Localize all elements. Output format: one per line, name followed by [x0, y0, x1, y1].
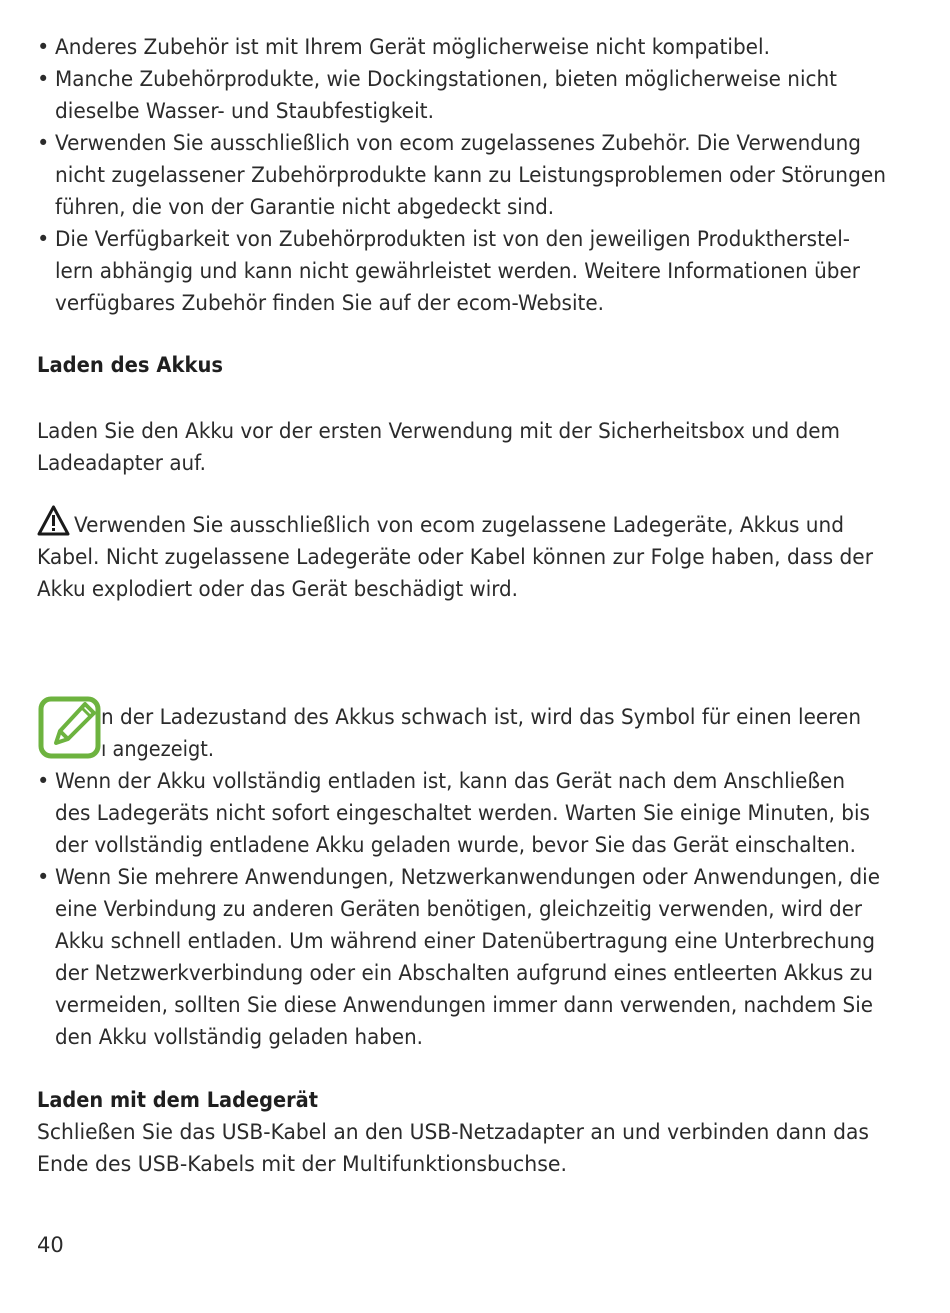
bullet-marker: • [37, 769, 50, 793]
bottom-bullet-2-line-2: eine Verbindung zu anderen Geräten benötigen, gleichzeitig verwenden, wird der [55, 897, 862, 921]
warning-triangle-icon [37, 505, 70, 536]
charger-paragraph-line-1: Schließen Sie das USB-Kabel an den USB-Netzadapter an und verbinden dann das [37, 1120, 869, 1144]
bottom-bullet-1-line-1: Wenn der Akku vollständig entladen ist, kann das Gerät nach dem Anschließen [55, 769, 845, 793]
bullet-3-line-2: nicht zugelassener Zubehörprodukte kann zu Leistungsproblemen oder Störungen [55, 163, 886, 187]
warning-line-3: Akku explodiert oder das Gerät beschädigt wird. [37, 577, 518, 601]
bullet-4-line-2: lern abhängig und kann nicht gewährleistet werden. Weitere Informationen über [55, 259, 860, 283]
bottom-bullet-2-line-3: Akku schnell entladen. Um während einer Datenübertragung eine Unterbrechung [55, 929, 875, 953]
bottom-bullet-2-line-6: den Akku vollständig geladen haben. [55, 1025, 423, 1049]
bottom-bullet-1-line-2: des Ladegeräts nicht sofort eingeschaltet werden. Warten Sie einige Minuten, bis [55, 801, 870, 825]
bullet-marker: • [37, 35, 50, 59]
bullet-2-line-2: dieselbe Wasser- und Staubfestigkeit. [55, 99, 434, 123]
bottom-bullet-2-line-1: Wenn Sie mehrere Anwendungen, Netzwerkanwendungen oder Anwendungen, die [55, 865, 880, 889]
bullet-2-line-1: Manche Zubehörprodukte, wie Dockingstationen, bieten möglicherweise nicht [55, 67, 837, 91]
note-line-1: n der Ladezustand des Akkus schwach ist, wird das Symbol für einen leeren [101, 705, 861, 729]
warning-line-1: Verwenden Sie ausschließlich von ecom zugelassene Ladegeräte, Akkus und [74, 513, 844, 537]
charging-paragraph-line-1: Laden Sie den Akku vor der ersten Verwendung mit der Sicherheitsbox und dem [37, 419, 840, 443]
warning-line-2: Kabel. Nicht zugelassene Ladegeräte oder Kabel können zur Folge haben, dass der [37, 545, 873, 569]
bullet-3-line-3: führen, die von der Garantie nicht abgedeckt sind. [55, 195, 554, 219]
charging-paragraph-line-2: Ladeadapter auf. [37, 451, 206, 475]
note-pencil-icon [38, 696, 101, 759]
bottom-bullet-1-line-3: der vollständig entladene Akku geladen wurde, bevor Sie das Gerät einschalten. [55, 833, 856, 857]
note-line-2: ı angezeigt. [101, 737, 214, 761]
bullet-3-line-1: Verwenden Sie ausschließlich von ecom zugelassenes Zubehör. Die Verwendung [55, 131, 861, 155]
bullet-4-line-3: verfügbares Zubehör finden Sie auf der ecom-Website. [55, 291, 604, 315]
bullet-marker: • [37, 131, 50, 155]
bullet-4-line-1: Die Verfügbarkeit von Zubehörprodukten ist von den jeweiligen Produktherstel- [55, 227, 850, 251]
section-heading-charging: Laden des Akkus [37, 353, 223, 377]
bullet-marker: • [37, 865, 50, 889]
bottom-bullet-2-line-4: der Netzwerkverbindung oder ein Abschalten aufgrund eines entleerten Akkus zu [55, 961, 873, 985]
section-heading-charger: Laden mit dem Ladegerät [37, 1088, 318, 1112]
bullet-1-line-1: Anderes Zubehör ist mit Ihrem Gerät möglicherweise nicht kompatibel. [55, 35, 770, 59]
page-number: 40 [37, 1233, 64, 1257]
bottom-bullet-2-line-5: vermeiden, sollten Sie diese Anwendungen immer dann verwenden, nachdem Sie [55, 993, 873, 1017]
charger-paragraph-line-2: Ende des USB-Kabels mit der Multifunktionsbuchse. [37, 1152, 567, 1176]
bullet-marker: • [37, 67, 50, 91]
bullet-marker: • [37, 227, 50, 251]
